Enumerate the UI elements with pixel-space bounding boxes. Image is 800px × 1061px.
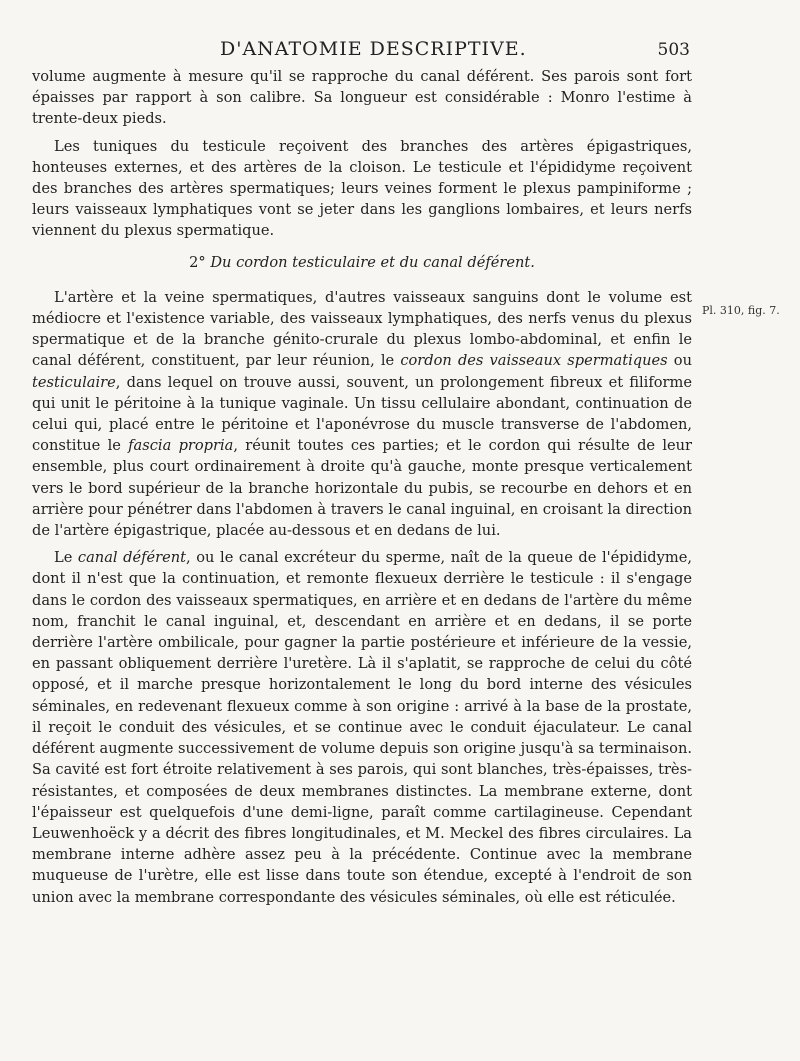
text-run: L'artère et la veine spermatiques, d'autres vaisseaux sanguins dont le volume est médiocre et l'existence variable, des vaisseaux lymphatiques, des nerfs venus du plexus spermatique et de la branche génito-crurale du plexus lombo-abdominal, et enfin le canal déférent, constituent, par leur réunion, le (32, 288, 692, 370)
italic-term: cordon des vaisseaux spermatiques (400, 352, 668, 370)
text-run: ou (667, 352, 692, 370)
section-title: Du cordon testiculaire et du canal déférent. (210, 253, 535, 271)
margin-plate-reference: Pl. 310, fig. 7. (702, 304, 780, 317)
italic-term: testiculaire (32, 373, 116, 391)
text-run: , ou le canal excréteur du sperme, naît de la queue de l'épididyme, dont il n'est que la continuation, et remonte flexueux derrière le testicule : il s'engage dans le cordon des vaisseaux spermatiques, en arrière et en dedans de l'artère du même nom, franchit le canal inguinal, et, descendant en arrière et en dedans, il se porte derrière l'artère ombilicale, pour gagner la partie postérieure et inférieure de la vessie, en passant obliquement derrière l'uretère. Là il s'aplatit, se rapproche de celui du côté opposé, et il marche presque horizontalement le long du bord interne des vésicules séminales, en redevenant flexueux comme à son origine : arrivé à la base de la prostate, il reçoit le conduit des vésicules, et se continue avec le conduit éjaculateur. Le canal déférent augmente successivement de volume depuis son origine jusqu'à sa terminaison. Sa cavité est fort étroite relativement à ses parois, qui sont blanches, très-épaisses, très-résistantes, et composées de deux membranes distinctes. La membrane externe, dont l'épaisseur est quelquefois d'une demi-ligne, paraît comme cartilagineuse. Cependant Leuwenhoëck y a décrit des fibres longitudinales, et M. Meckel des fibres circulaires. La membrane interne adhère assez peu à la précédente. Continue avec la membrane muqueuse de l'urètre, elle est lisse dans toute son étendue, excepté à l'endroit de son union avec la membrane correspondante des vésicules séminales, où elle est réticulée. (32, 549, 693, 906)
italic-term: canal déférent (77, 549, 187, 567)
page-header-title: D'ANATOMIE DESCRIPTIVE. (220, 38, 527, 60)
paragraph-continuation: volume augmente à mesure qu'il se rapproche du canal déférent. Ses parois sont fort épaisses par rapport à son calibre. Sa longueur est considérable : Monro l'estime à trente-deux pieds. (32, 68, 692, 128)
text-run: , dans lequel on trouve aussi, souvent, un prolongement fibreux et filiforme qui unit le péritoine à la tunique vaginale. Un tissu cellulaire abondant, continuation de celui qui, placé entre le péritoine et l'aponévrose du muscle transverse de l'abdomen, constitue le (32, 373, 692, 455)
page-number: 503 (657, 40, 690, 60)
text-run: , réunit toutes ces parties; et le cordon qui résulte de leur ensemble, plus court ordinairement à droite qu'à gauche, monte presque verticalement vers le bord supérieur de la branche horizontale du pubis, se recourbe en dehors et en arrière pour pénétrer dans l'abdomen à travers le canal inguinal, en croisant la direction de l'artère épigastrique, placée au-dessous et en dedans de lui. (32, 437, 693, 540)
text-run: Le (54, 549, 78, 567)
section-heading (32, 252, 692, 273)
section-number: 2° (189, 253, 206, 271)
paragraph-tuniques: Les tuniques du testicule reçoivent des branches des artères épigastriques, honteuses externes, et des artères de la cloison. Le testicule et l'épididyme reçoivent des branches des artères spermatiques; leurs veines forment le plexus pampiniforme ; leurs vaisseaux lymphatiques vont se jeter dans les ganglions lombaires, et leurs nerfs viennent du plexus spermatique. (32, 137, 692, 240)
paragraph-cordon (32, 287, 692, 541)
body-text (32, 66, 692, 908)
italic-term: fascia propria (128, 437, 234, 455)
paragraph-canal-deferent (32, 547, 692, 907)
running-header (30, 38, 690, 60)
